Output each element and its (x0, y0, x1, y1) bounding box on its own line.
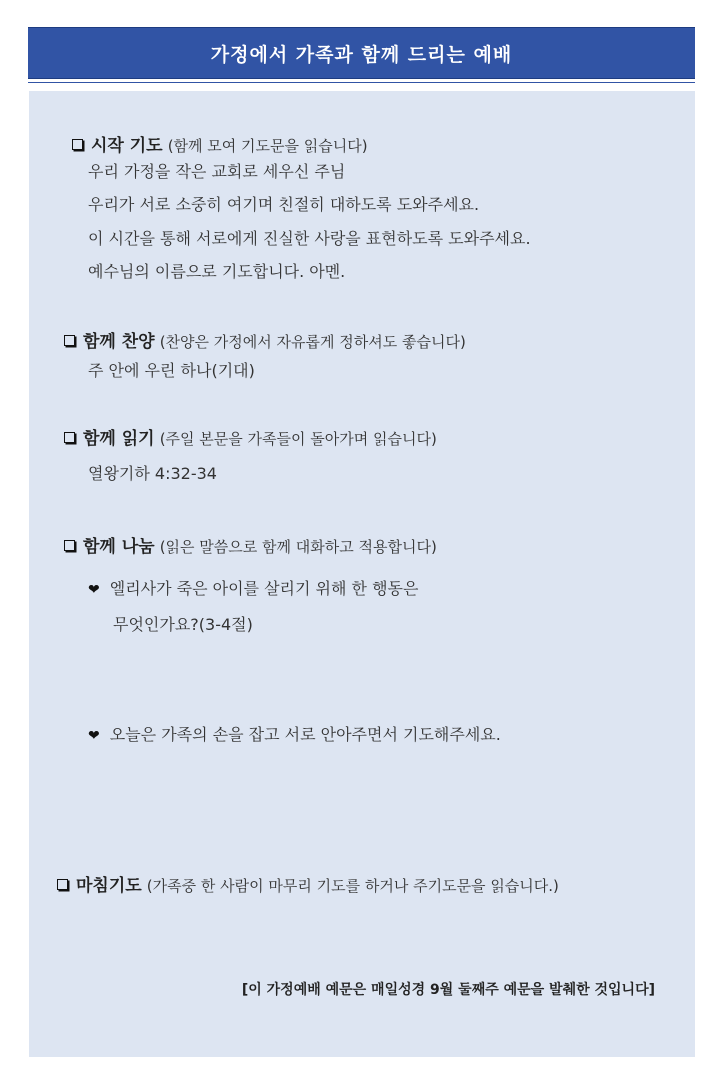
checkbox-icon (72, 139, 83, 150)
section-sharing (64, 532, 437, 557)
page-title: 가정에서 가족과 함께 드리는 예배 (210, 44, 513, 66)
title-bar (28, 27, 695, 79)
heart-icon: ❤ (88, 728, 100, 744)
discussion-question (88, 576, 418, 599)
section-title: 시작 기도 (91, 136, 163, 156)
section-note: (주일 본문을 가족들이 돌아가며 읽습니다) (159, 430, 437, 448)
discussion-activity (88, 722, 501, 745)
section-note: (읽은 말씀으로 함께 대화하고 적용합니다) (159, 538, 437, 556)
checkbox-icon (64, 432, 75, 443)
section-reading (64, 424, 437, 449)
checkbox-icon (64, 540, 75, 551)
section-note: (가족중 한 사람이 마무리 기도를 하거나 주기도문을 읽습니다.) (146, 877, 559, 895)
section-title: 함께 찬양 (83, 332, 155, 352)
source-note: [이 가정예배 예문은 매일성경 9월 둘째주 예문을 발췌한 것입니다] (241, 982, 655, 998)
prayer-line: 이 시간을 통해 서로에게 진실한 사랑을 표현하도록 도와주세요. (88, 229, 531, 248)
activity-text: 오늘은 가족의 손을 잡고 서로 안아주면서 기도해주세요. (109, 725, 501, 744)
checkbox-icon (57, 879, 68, 890)
question-text-continued: 무엇인가요?(3-4절) (113, 615, 253, 634)
prayer-line: 우리 가정을 작은 교회로 세우신 주님 (88, 162, 346, 181)
section-closing-prayer (57, 871, 559, 896)
section-title: 함께 나눔 (83, 537, 155, 557)
section-praise (64, 327, 466, 352)
scripture-reference: 열왕기하 4:32-34 (88, 464, 217, 483)
checkbox-icon (64, 335, 75, 346)
question-text: 엘리사가 죽은 아이를 살리기 위해 한 행동은 (109, 579, 419, 598)
section-title: 마침기도 (76, 876, 142, 896)
prayer-line: 예수님의 이름으로 기도합니다. 아멘. (88, 262, 346, 281)
heart-icon: ❤ (88, 582, 100, 598)
praise-song: 주 안에 우린 하나(기대) (88, 361, 255, 380)
section-note: (찬양은 가정에서 자유롭게 정하셔도 좋습니다) (159, 333, 466, 351)
section-title: 함께 읽기 (83, 429, 155, 449)
prayer-line: 우리가 서로 소중히 여기며 친절히 대하도록 도와주세요. (88, 195, 480, 214)
section-note: (함께 모여 기도문을 읽습니다) (167, 137, 368, 155)
section-opening-prayer (72, 131, 368, 156)
